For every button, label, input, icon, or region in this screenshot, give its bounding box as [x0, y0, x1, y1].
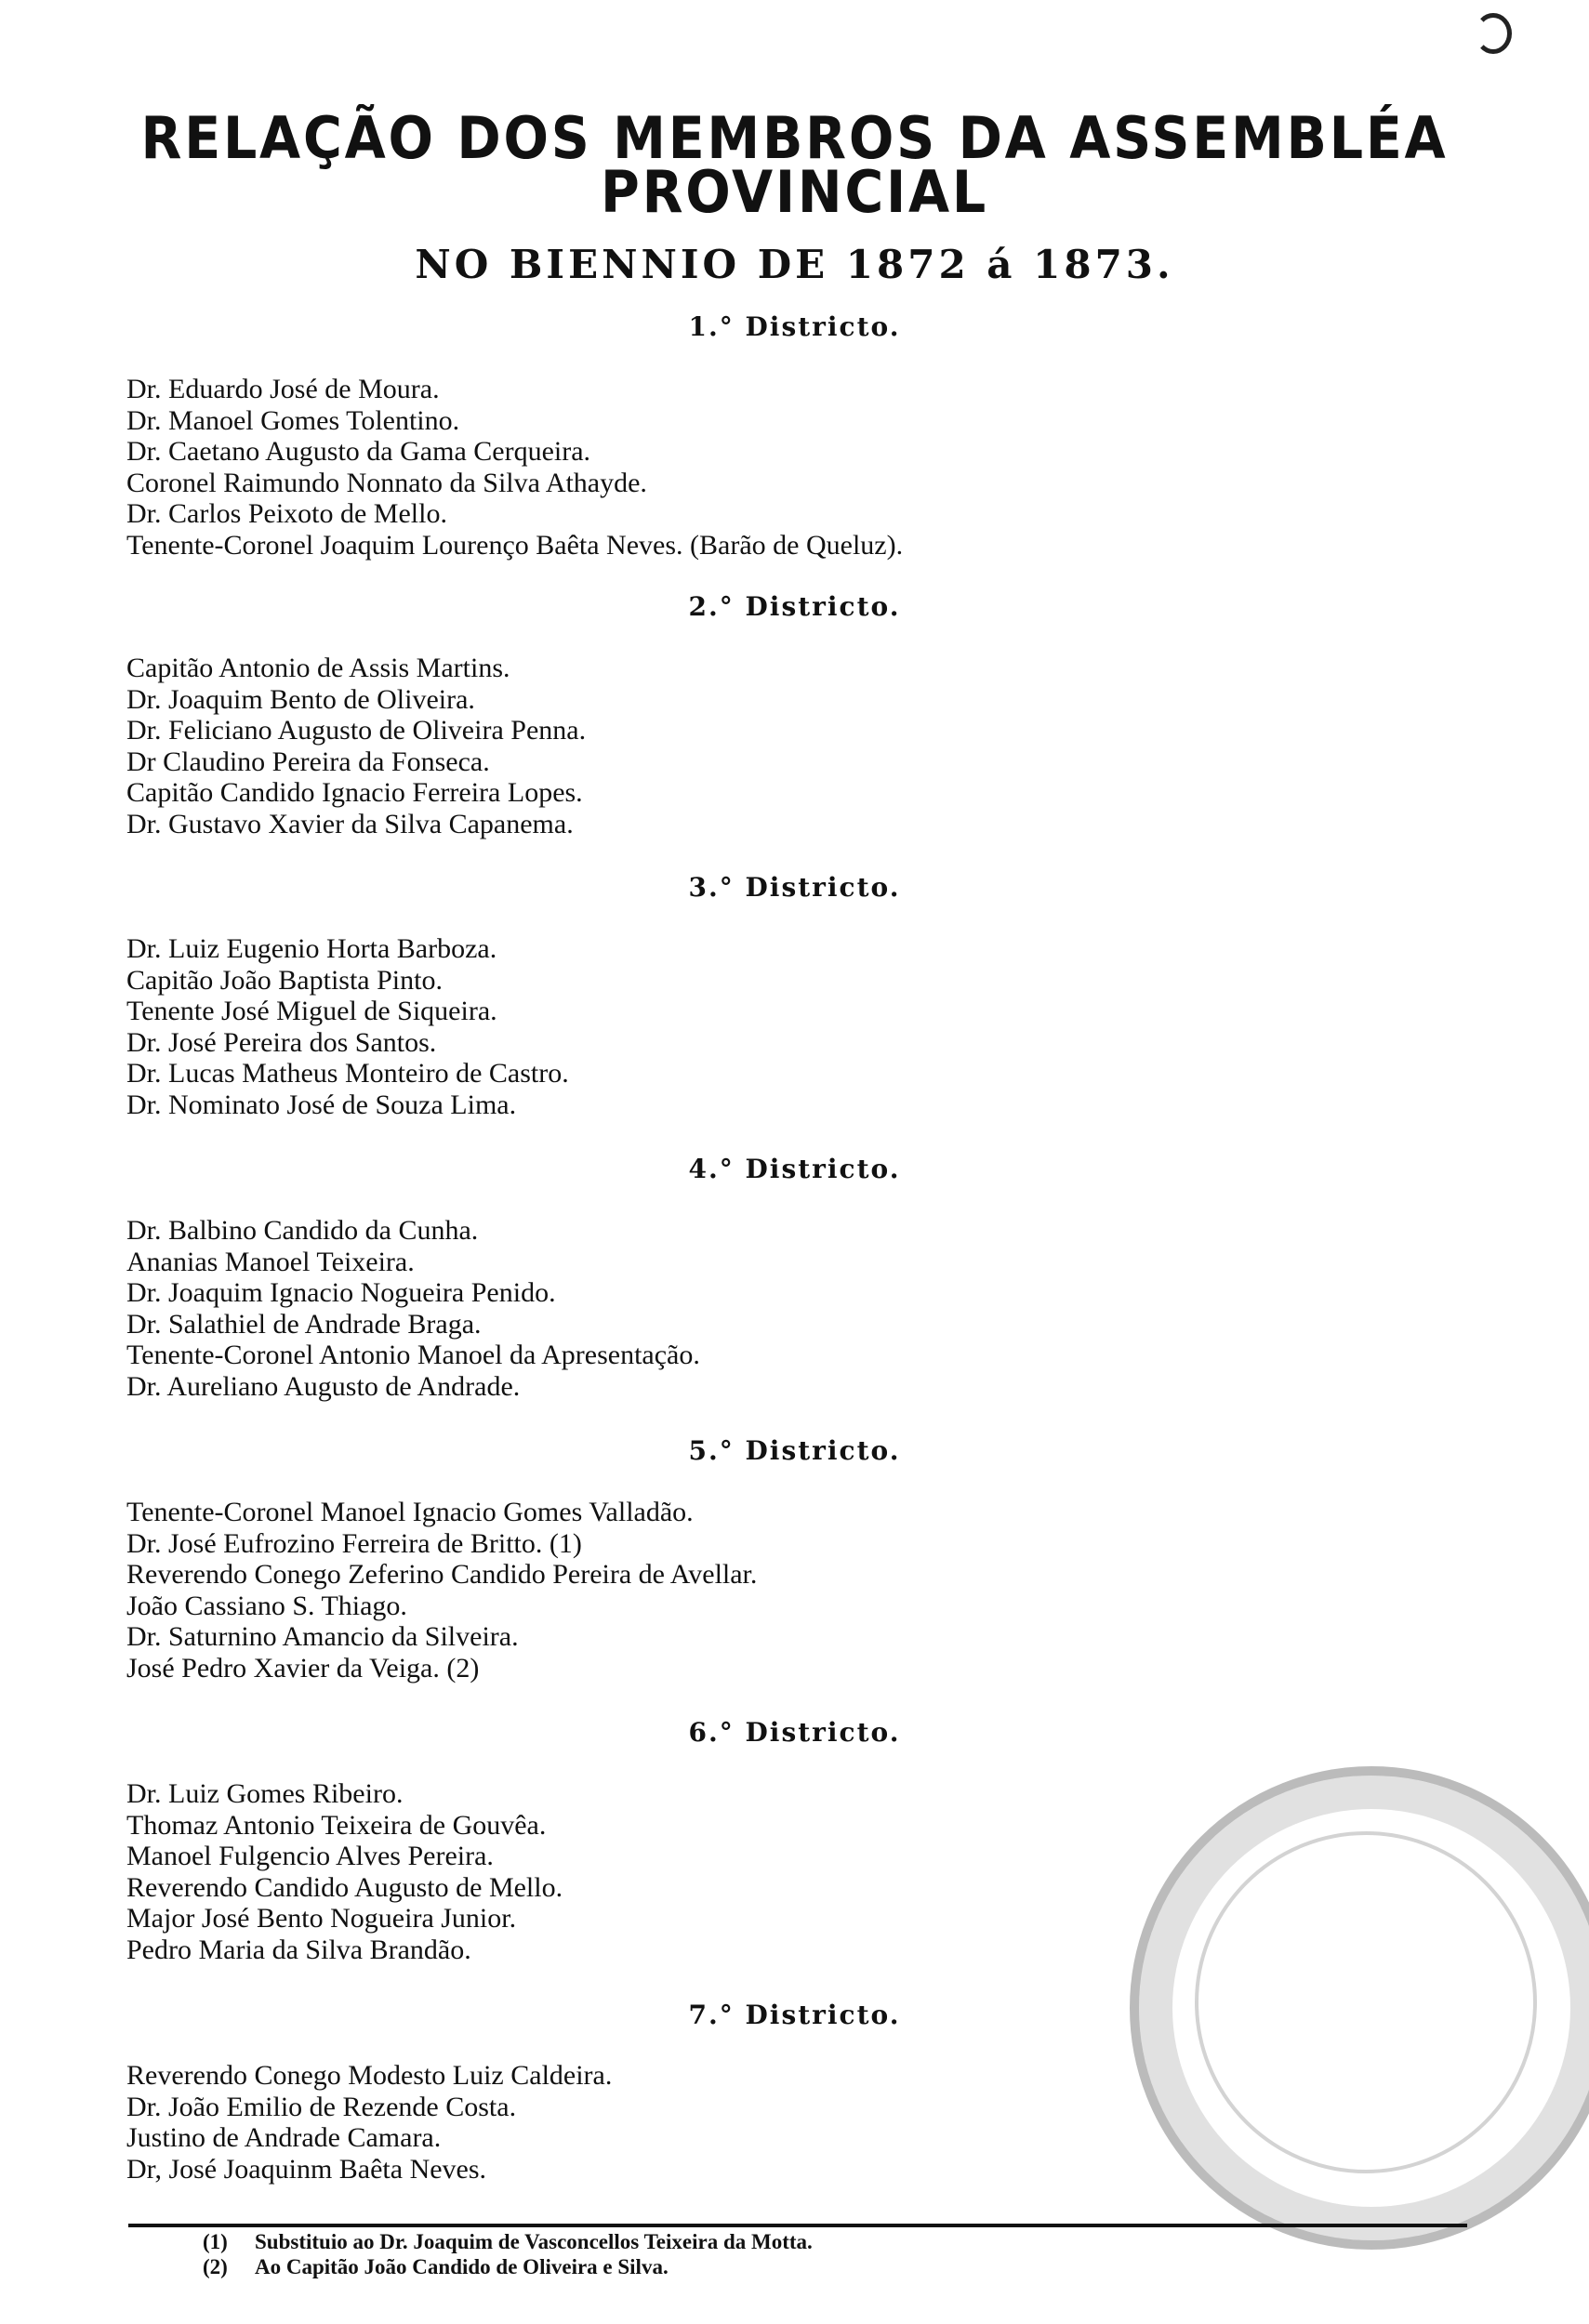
member-name: Dr. Salathiel de Andrade Braga.	[126, 1308, 482, 1340]
member-name: Dr. Gustavo Xavier da Silva Capanema.	[126, 808, 574, 839]
member-name: Dr. Saturnino Amancio da Silveira.	[126, 1621, 519, 1652]
member-name: Reverendo Conego Modesto Luiz Caldeira.	[126, 2060, 613, 2091]
member-name: Dr. Caetano Augusto da Gama Cerqueira.	[126, 436, 591, 467]
footnote-list	[203, 2229, 813, 2279]
district-heading-1: 1.° Districto.	[688, 311, 901, 342]
member-name: Dr. Luiz Gomes Ribeiro.	[126, 1778, 404, 1809]
member-name: Dr. Aureliano Augusto de Andrade.	[126, 1370, 521, 1402]
member-name: Manoel Fulgencio Alves Pereira.	[126, 1841, 494, 1871]
document-title-line-1: RELAÇÃO DOS MEMBROS DA ASSEMBLÉA	[140, 104, 1449, 172]
district-member-list-6	[126, 1778, 563, 1965]
district-member-list-5	[126, 1497, 757, 1684]
member-name: Coronel Raimundo Nonnato da Silva Athayde.	[126, 467, 647, 498]
footnote-2	[203, 2254, 813, 2279]
member-name: Dr, José Joaquinm Baêta Neves.	[126, 2153, 487, 2185]
document-subtitle: NO BIENNIO DE 1872 á 1873.	[415, 242, 1174, 287]
member-name: Pedro Maria da Silva Brandão.	[126, 1934, 471, 1965]
member-name: Capitão Candido Ignacio Ferreira Lopes.	[126, 777, 583, 808]
member-name: Tenente-Coronel Joaquim Lourenço Baêta Neves. (Barão de Queluz).	[126, 529, 904, 561]
district-heading-5: 5.° Districto.	[688, 1435, 901, 1466]
district-heading-7: 7.° Districto.	[688, 2000, 901, 2030]
member-name: Dr. Joaquim Ignacio Nogueira Penido.	[126, 1277, 556, 1308]
footnote-mark: (2)	[203, 2255, 228, 2278]
footnote-text: Substituio ao Dr. Joaquim de Vasconcellos Teixeira da Motta.	[255, 2230, 813, 2253]
district-heading-2: 2.° Districto.	[688, 591, 901, 622]
member-name: Dr. Manoel Gomes Tolentino.	[126, 404, 460, 436]
document-title-line-2: PROVINCIAL	[601, 158, 988, 226]
member-name: Dr Claudino Pereira da Fonseca.	[126, 746, 490, 777]
member-name: Dr. João Emilio de Rezende Costa.	[126, 2091, 517, 2122]
member-name: Capitão João Baptista Pinto.	[126, 964, 443, 996]
member-name: Tenente José Miguel de Siqueira.	[126, 996, 497, 1026]
corner-mark	[1475, 13, 1512, 54]
footnote-text: Ao Capitão João Candido de Oliveira e Silva.	[255, 2255, 669, 2278]
member-name: Capitão Antonio de Assis Martins.	[126, 653, 510, 683]
footnote-1	[203, 2229, 813, 2254]
member-name: Major José Bento Nogueira Junior.	[126, 1903, 517, 1934]
district-member-list-1	[126, 374, 903, 561]
member-name: Dr. Lucas Matheus Monteiro de Castro.	[126, 1058, 569, 1089]
member-name: José Pedro Xavier da Veiga. (2)	[126, 1652, 480, 1684]
district-heading-4: 4.° Districto.	[688, 1154, 901, 1184]
ink-stamp-inner-ring	[1195, 1831, 1537, 2173]
member-name: Dr. José Eufrozino Ferreira de Britto. (1)	[126, 1527, 582, 1559]
member-name: Dr. Carlos Peixoto de Mello.	[126, 498, 447, 529]
district-member-list-2	[126, 653, 586, 839]
member-name: Ananias Manoel Teixeira.	[126, 1246, 415, 1277]
member-name: Tenente-Coronel Antonio Manoel da Apresentação.	[126, 1340, 700, 1370]
member-name: João Cassiano S. Thiago.	[126, 1590, 407, 1621]
district-member-list-3	[126, 933, 569, 1120]
member-name: Reverendo Candido Augusto de Mello.	[126, 1871, 563, 1903]
member-name: Dr. Joaquim Bento de Oliveira.	[126, 683, 475, 715]
member-name: Justino de Andrade Camara.	[126, 2122, 442, 2153]
ink-stamp	[1130, 1766, 1589, 2250]
member-name: Dr. José Pereira dos Santos.	[126, 1026, 437, 1058]
member-name: Dr. Nominato José de Souza Lima.	[126, 1089, 517, 1120]
member-name: Thomaz Antonio Teixeira de Gouvêa.	[126, 1809, 547, 1841]
member-name: Dr. Balbino Candido da Cunha.	[126, 1215, 479, 1246]
footnote-divider	[128, 2224, 1467, 2227]
district-member-list-4	[126, 1215, 700, 1402]
district-heading-6: 6.° Districto.	[688, 1717, 901, 1748]
member-name: Dr. Feliciano Augusto de Oliveira Penna.	[126, 715, 587, 746]
district-member-list-7	[126, 2060, 612, 2185]
member-name: Tenente-Coronel Manoel Ignacio Gomes Valladão.	[126, 1497, 694, 1527]
district-heading-3: 3.° Districto.	[688, 872, 901, 903]
member-name: Dr. Eduardo José de Moura.	[126, 374, 440, 404]
member-name: Reverendo Conego Zeferino Candido Pereira de Avellar.	[126, 1559, 758, 1590]
member-name: Dr. Luiz Eugenio Horta Barboza.	[126, 933, 497, 964]
footnote-mark: (1)	[203, 2230, 228, 2253]
